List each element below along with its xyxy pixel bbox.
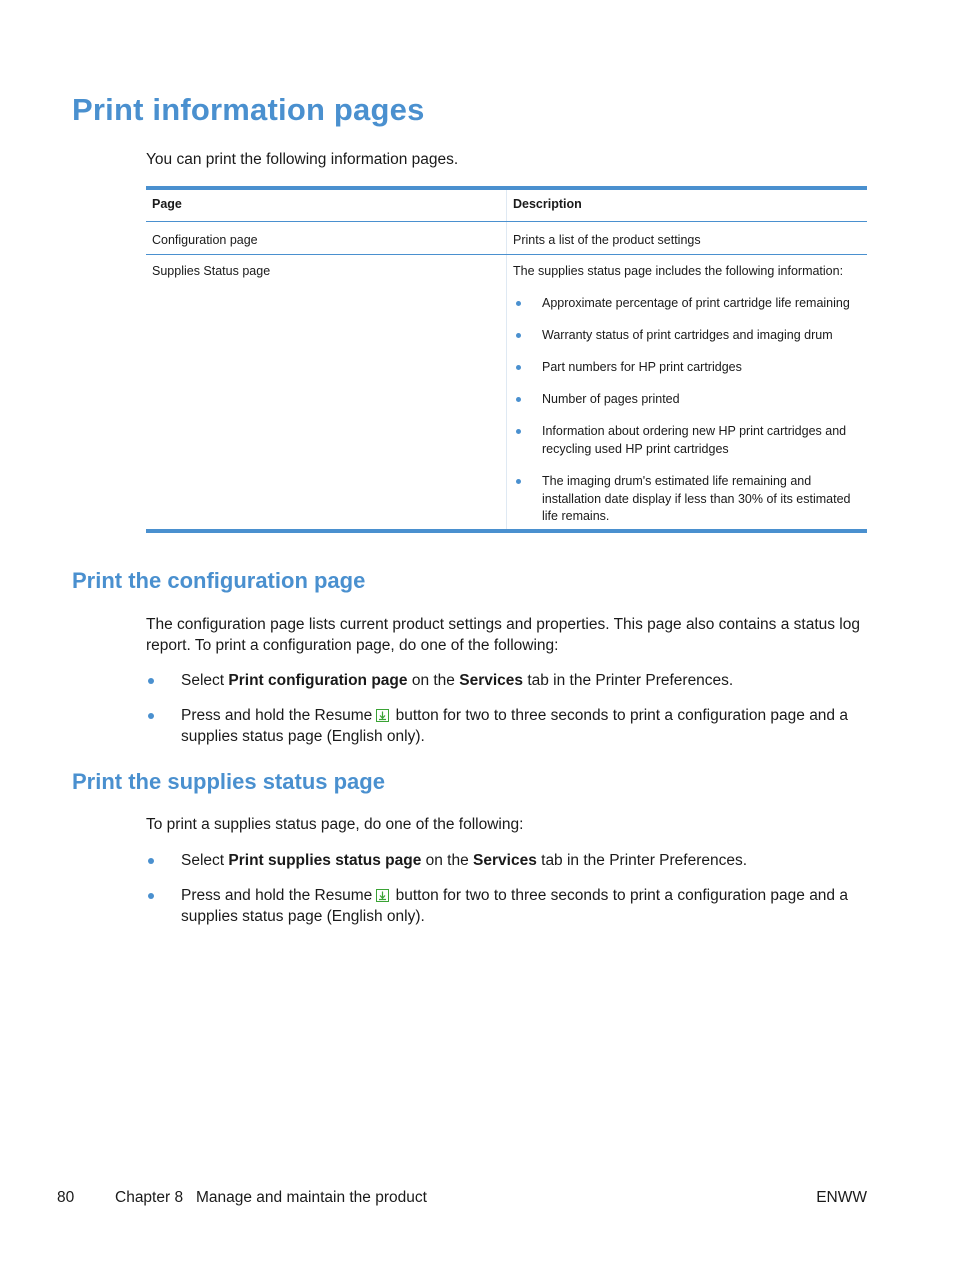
supplies-section-paragraph: To print a supplies status page, do one of the following:: [146, 816, 524, 833]
information-pages-table: [146, 186, 867, 533]
bullet-dot: [516, 429, 521, 434]
table-bullet-item: [513, 327, 863, 345]
table-bullet-text: Part numbers for HP print cartridges: [542, 360, 742, 374]
list-item: [146, 705, 868, 747]
list-item-text: Press and hold the Resume button for two to three seconds to print a configuration page and a supplies status page (English only).: [181, 887, 848, 925]
list-item-text: Select Print supplies status page on the Services tab in the Printer Preferences.: [181, 852, 748, 869]
table-cell-page: Configuration page: [152, 233, 258, 247]
bullet-dot: [148, 678, 154, 684]
bullet-dot: [516, 301, 521, 306]
table-header-page: Page: [152, 197, 182, 211]
page-title: Print information pages: [72, 92, 425, 127]
list-item: [146, 670, 868, 691]
table-column-divider: [506, 190, 507, 529]
config-section-heading: Print the configuration page: [72, 568, 366, 593]
footer-page-number: 80: [57, 1189, 75, 1206]
list-item: [146, 885, 868, 927]
bullet-dot: [516, 479, 521, 484]
list-item-text: Select Print configuration page on the Services tab in the Printer Preferences.: [181, 672, 734, 689]
table-bullet-text: The imaging drum's estimated life remaining and installation date display if less than 30% of its estimated life remains.: [542, 474, 851, 523]
bullet-dot: [148, 893, 154, 899]
table-header-divider: [146, 221, 867, 222]
table-bullet-item: [513, 295, 863, 313]
bullet-dot: [148, 858, 154, 864]
table-cell-description: The supplies status page includes the following information:: [513, 264, 844, 278]
intro-text: You can print the following information pages.: [146, 151, 459, 168]
table-header-description: Description: [513, 197, 582, 211]
table-cell-page: Supplies Status page: [152, 264, 271, 278]
table-row-divider: [146, 254, 867, 255]
table-bullet-item: [513, 473, 863, 526]
table-bullet-item: [513, 423, 863, 458]
table-bullet-text: Warranty status of print cartridges and imaging drum: [542, 328, 833, 342]
table-bullet-text: Number of pages printed: [542, 392, 680, 406]
resume-icon: [376, 889, 389, 902]
config-section-paragraph: The configuration page lists current product settings and properties. This page also contains a status log report. To print a configuration page, do one of the following:: [146, 616, 860, 654]
bullet-dot: [516, 333, 521, 338]
list-item-text: Press and hold the Resume button for two to three seconds to print a configuration page and a supplies status page (English only).: [181, 707, 848, 745]
bullet-dot: [148, 713, 154, 719]
footer-chapter: Chapter 8 Manage and maintain the product: [115, 1189, 427, 1206]
bullet-dot: [516, 397, 521, 402]
resume-icon: [376, 709, 389, 722]
table-bullet-text: Information about ordering new HP print cartridges and recycling used HP print cartridges: [542, 424, 847, 456]
footer-locale: ENWW: [816, 1189, 867, 1206]
table-cell-description: Prints a list of the product settings: [513, 233, 701, 247]
table-bullet-item: [513, 359, 863, 377]
supplies-section-heading: Print the supplies status page: [72, 769, 385, 794]
list-item: [146, 850, 868, 871]
table-bullet-text: Approximate percentage of print cartridge life remaining: [542, 296, 850, 310]
table-bullet-item: [513, 391, 863, 409]
bullet-dot: [516, 365, 521, 370]
